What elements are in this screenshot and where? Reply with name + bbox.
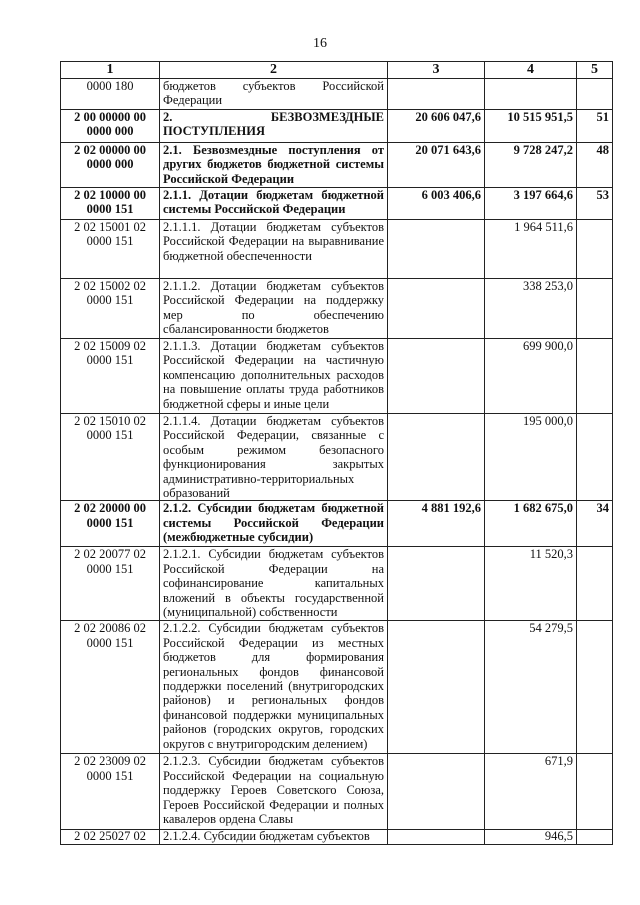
column-4-value: 9 728 247,2 (485, 143, 577, 188)
description-cell: 2.1.1. Дотации бюджетам бюджетной системы Российской Федерации (160, 188, 388, 220)
column-5-value (577, 621, 613, 754)
column-3-value: 20 071 643,6 (388, 143, 485, 188)
budget-code-cell: 2 02 10000 00 0000 151 (61, 188, 160, 220)
description-cell: 2. БЕЗВОЗМЕЗДНЫЕ ПОСТУПЛЕНИЯ (160, 110, 388, 143)
table-row (61, 547, 613, 621)
description-cell: 2.1.2.4. Субсидии бюджетам субъектов (160, 830, 388, 845)
column-4-value: 671,9 (485, 754, 577, 830)
column-3-value (388, 621, 485, 754)
description-cell: 2.1.1.3. Дотации бюджетам субъектов Российской Федерации на частичную компенсацию дополнительных расходов на повышение оплаты труда работников бюджетной сферы и иные цели (160, 339, 388, 414)
column-4-value: 1 964 511,6 (485, 220, 577, 279)
column-5-value (577, 754, 613, 830)
column-3-value (388, 830, 485, 845)
table-row (61, 621, 613, 754)
description-cell: бюджетов субъектов Российской Федерации (160, 79, 388, 110)
column-5-value (577, 830, 613, 845)
column-5-value: 51 (577, 110, 613, 143)
column-5-value: 48 (577, 143, 613, 188)
column-3-value (388, 547, 485, 621)
budget-code-cell: 2 02 15009 02 0000 151 (61, 339, 160, 414)
budget-code-cell: 2 02 15010 02 0000 151 (61, 414, 160, 501)
column-header-3: 3 (388, 62, 485, 79)
budget-code-cell: 2 00 00000 00 0000 000 (61, 110, 160, 143)
budget-code-cell: 2 02 00000 00 0000 000 (61, 143, 160, 188)
budget-code-cell: 2 02 15001 02 0000 151 (61, 220, 160, 279)
description-cell: 2.1.2.1. Субсидии бюджетам субъектов Российской Федерации на софинансирование капитальных вложений в объекты государственной (муниципальной) собственности (160, 547, 388, 621)
column-3-value (388, 79, 485, 110)
budget-code-cell: 0000 180 (61, 79, 160, 110)
column-4-value (485, 79, 577, 110)
description-cell: 2.1. Безвозмездные поступления от других бюджетов бюджетной системы Российской Федерации (160, 143, 388, 188)
column-4-value: 1 682 675,0 (485, 501, 577, 547)
column-3-value (388, 339, 485, 414)
budget-code-cell: 2 02 23009 02 0000 151 (61, 754, 160, 830)
column-5-value (577, 414, 613, 501)
column-4-value: 3 197 664,6 (485, 188, 577, 220)
budget-code-cell: 2 02 20077 02 0000 151 (61, 547, 160, 621)
table-row (61, 414, 613, 501)
table-row (61, 188, 613, 220)
budget-code-cell: 2 02 15002 02 0000 151 (61, 279, 160, 339)
table-row (61, 279, 613, 339)
description-cell: 2.1.2.3. Субсидии бюджетам субъектов Российской Федерации на социальную поддержку Героев Советского Союза, Героев Российской Федерации и полных кавалеров ордена Славы (160, 754, 388, 830)
table-header-row (61, 62, 613, 79)
table-row (61, 754, 613, 830)
column-header-4: 4 (485, 62, 577, 79)
column-header-1: 1 (61, 62, 160, 79)
column-header-5: 5 (577, 62, 613, 79)
table-row (61, 110, 613, 143)
column-5-value: 34 (577, 501, 613, 547)
table-row (61, 79, 613, 110)
column-3-value (388, 754, 485, 830)
column-3-value: 6 003 406,6 (388, 188, 485, 220)
column-5-value (577, 339, 613, 414)
table-row (61, 220, 613, 279)
column-header-2: 2 (160, 62, 388, 79)
description-cell: 2.1.1.1. Дотации бюджетам субъектов Российской Федерации на выравнивание бюджетной обеспеченности (160, 220, 388, 279)
description-cell: 2.1.2.2. Субсидии бюджетам субъектов Российской Федерации из местных бюджетов для формирования региональных фондов финансовой поддержки поселений (внутригородских районов) и региональных фондов финансовой поддержки муниципальных районов (городских округов, городских округов с внутригородским делением) (160, 621, 388, 754)
column-5-value (577, 279, 613, 339)
column-5-value: 53 (577, 188, 613, 220)
table-row (61, 830, 613, 845)
column-4-value: 10 515 951,5 (485, 110, 577, 143)
column-4-value: 946,5 (485, 830, 577, 845)
column-3-value (388, 414, 485, 501)
column-4-value: 54 279,5 (485, 621, 577, 754)
description-cell: 2.1.1.4. Дотации бюджетам субъектов Российской Федерации, связанные с особым режимом безопасного функционирования закрытых административно-территориальных образований (160, 414, 388, 501)
description-cell: 2.1.1.2. Дотации бюджетам субъектов Российской Федерации на поддержку мер по обеспечению сбалансированности бюджетов (160, 279, 388, 339)
budget-code-cell: 2 02 25027 02 (61, 830, 160, 845)
column-3-value: 4 881 192,6 (388, 501, 485, 547)
column-3-value (388, 279, 485, 339)
description-cell: 2.1.2. Субсидии бюджетам бюджетной системы Российской Федерации (межбюджетные субсидии) (160, 501, 388, 547)
column-5-value (577, 79, 613, 110)
table-row (61, 143, 613, 188)
table-row (61, 339, 613, 414)
budget-code-cell: 2 02 20000 00 0000 151 (61, 501, 160, 547)
column-4-value: 11 520,3 (485, 547, 577, 621)
column-4-value: 699 900,0 (485, 339, 577, 414)
column-4-value: 338 253,0 (485, 279, 577, 339)
column-3-value: 20 606 047,6 (388, 110, 485, 143)
table-row (61, 501, 613, 547)
column-3-value (388, 220, 485, 279)
column-4-value: 195 000,0 (485, 414, 577, 501)
page-number: 16 (313, 36, 327, 51)
column-5-value (577, 547, 613, 621)
budget-code-cell: 2 02 20086 02 0000 151 (61, 621, 160, 754)
budget-revenue-table (60, 61, 613, 845)
column-5-value (577, 220, 613, 279)
